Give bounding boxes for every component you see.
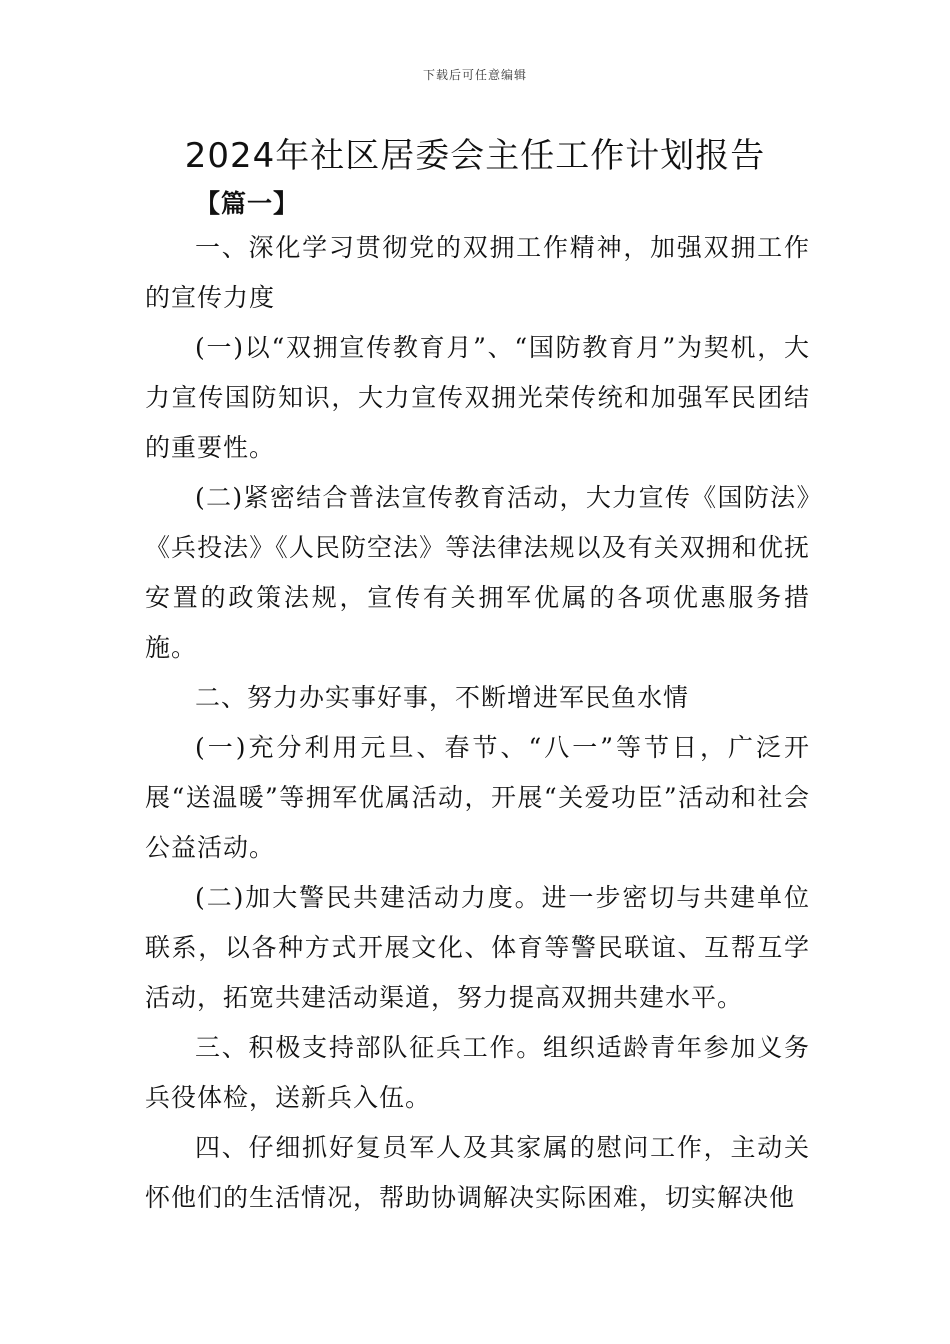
paragraph: 二、努力办实事好事，不断增进军民鱼水情	[195, 683, 690, 712]
document-title: 2024年社区居委会主任工作计划报告	[184, 136, 766, 176]
paragraph: (二)加大警民共建活动力度。进一步密切与共建单位联系，以各种方式开展文化、体育等警民联谊、互帮互学活动，拓宽共建活动渠道，努力提高双拥共建水平。	[145, 883, 810, 1012]
paragraph: (一)充分利用元旦、春节、“八一”等节日，广泛开展“送温暖”等拥军优属活动，开展“关爱功臣”活动和社会公益活动。	[145, 733, 810, 862]
paragraph: 三、积极支持部队征兵工作。组织适龄青年参加义务兵役体检，送新兵入伍。	[145, 1033, 810, 1112]
paragraph: 一、深化学习贯彻党的双拥工作精神，加强双拥工作的宣传力度	[145, 233, 810, 312]
header-note: 下载后可任意编辑	[422, 68, 527, 82]
paragraph: (二)紧密结合普法宣传教育活动，大力宣传《国防法》《兵投法》《人民防空法》等法律法规以及有关双拥和优抚安置的政策法规，宣传有关拥军优属的各项优惠服务措施。	[145, 483, 810, 662]
document-body	[145, 223, 810, 1223]
paragraph: (一)以“双拥宣传教育月”、“国防教育月”为契机，大力宣传国防知识，大力宣传双拥光荣传统和加强军民团结的重要性。	[145, 333, 810, 462]
section-label: 【篇一】	[195, 189, 300, 218]
paragraph: 四、仔细抓好复员军人及其家属的慰问工作，主动关怀他们的生活情况，帮助协调解决实际困难，切实解决他	[145, 1133, 810, 1212]
